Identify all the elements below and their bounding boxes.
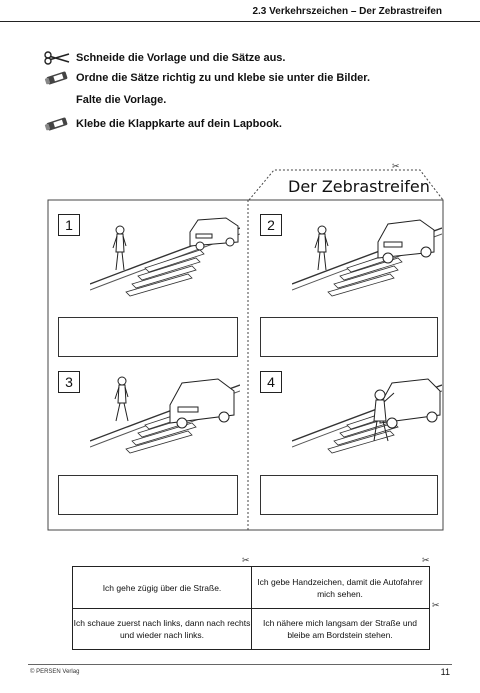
cut-mark-icon: ✂ bbox=[422, 555, 430, 565]
sentence-card[interactable]: Ich schaue zuerst nach links, dann nach rechts und wieder nach links. bbox=[73, 617, 251, 640]
instruction-text: Ordne die Sätze richtig zu und klebe sie unter die Bilder. bbox=[76, 72, 371, 84]
foldcard-title: Der Zebrastreifen bbox=[288, 177, 430, 196]
panel-number: 4 bbox=[260, 371, 282, 393]
crossing-illustration bbox=[90, 206, 240, 304]
panel-number: 2 bbox=[260, 214, 282, 236]
footer-divider bbox=[28, 664, 452, 665]
answer-box-4[interactable] bbox=[260, 475, 438, 515]
page-number: 11 bbox=[440, 667, 450, 677]
cut-mark-icon: ✂ bbox=[392, 161, 400, 171]
sentence-card[interactable]: Ich gehe zügig über die Straße. bbox=[102, 582, 222, 593]
crossing-illustration bbox=[90, 363, 240, 461]
panel-number: 1 bbox=[58, 214, 80, 236]
crossing-illustration bbox=[292, 363, 442, 461]
answer-box-3[interactable] bbox=[58, 475, 238, 515]
sentence-card[interactable]: Ich nähere mich langsam der Straße und bleibe am Bordstein stehen. bbox=[262, 617, 418, 640]
sentence-table bbox=[72, 566, 430, 650]
cut-mark-icon: ✂ bbox=[432, 600, 440, 610]
answer-box-2[interactable] bbox=[260, 317, 438, 357]
answer-box-1[interactable] bbox=[58, 317, 238, 357]
instruction-text: Klebe die Klappkarte auf dein Lapbook. bbox=[76, 118, 282, 130]
crossing-illustration bbox=[292, 206, 442, 304]
sentence-card[interactable]: Ich gebe Handzeichen, damit die Autofahrer mich sehen. bbox=[257, 576, 423, 599]
instruction-text: Schneide die Vorlage und die Sätze aus. bbox=[76, 52, 286, 64]
cut-mark-icon: ✂ bbox=[242, 555, 250, 565]
header-title: 2.3 Verkehrszeichen – Der Zebrastreifen bbox=[252, 6, 442, 17]
panel-number: 3 bbox=[58, 371, 80, 393]
instruction-text: Falte die Vorlage. bbox=[76, 94, 167, 106]
publisher: © PERSEN Verlag bbox=[30, 669, 80, 675]
